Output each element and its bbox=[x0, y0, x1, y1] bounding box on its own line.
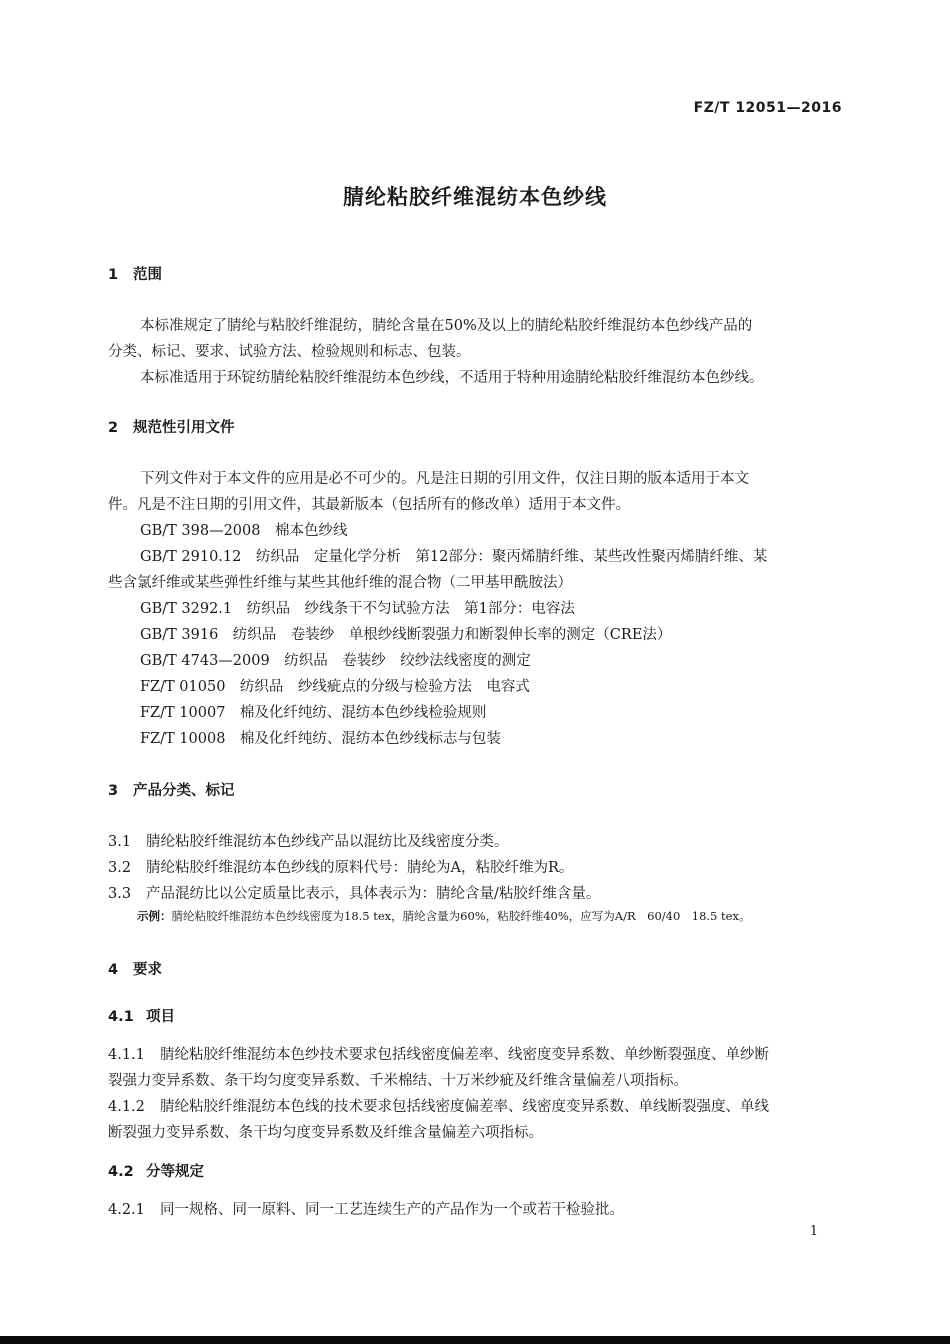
refs-intro-cont: 件。凡是不注日期的引用文件，其最新版本（包括所有的修改单）适用于本文件。 bbox=[108, 497, 630, 513]
bottom-bar bbox=[0, 1336, 950, 1344]
ref-item: GB/T 2910.12 纺织品 定量化学分析 第12部分：聚丙烯腈纤维、某些改性聚丙烯腈纤维、某 bbox=[140, 549, 768, 565]
scope-paragraph-1-cont: 分类、标记、要求、试验方法、检验规则和标志、包装。 bbox=[108, 344, 471, 360]
refs-intro: 下列文件对于本文件的应用是必不可少的。凡是注日期的引用文件，仅注日期的版本适用于本文 bbox=[140, 471, 749, 487]
ref-item: GB/T 3916 纺织品 卷装纱 单根纱线断裂强力和断裂伸长率的测定（CRE法） bbox=[140, 627, 672, 643]
section-4-1-heading: 4.1 项目 bbox=[108, 1009, 175, 1025]
scope-paragraph-2: 本标准适用于环锭纺腈纶粘胶纤维混纺本色纱线，不适用于特种用途腈纶粘胶纤维混纺本色纱线。 bbox=[140, 370, 764, 386]
clause-4-1-2: 4.1.2 腈纶粘胶纤维混纺本色线的技术要求包括线密度偏差率、线密度变异系数、单线断裂强度、单线 bbox=[108, 1099, 769, 1115]
clause-4-1-2-cont: 断裂强力变异系数、条干均匀度变异系数及纤维含量偏差六项指标。 bbox=[108, 1125, 543, 1141]
ref-item: GB/T 398—2008 棉本色纱线 bbox=[140, 523, 348, 539]
section-4-2-heading: 4.2 分等规定 bbox=[108, 1164, 204, 1180]
clause-4-2-1: 4.2.1 同一规格、同一原料、同一工艺连续生产的产品作为一个或若干检验批。 bbox=[108, 1202, 624, 1218]
section-2-heading: 2 规范性引用文件 bbox=[108, 420, 235, 436]
ref-item-cont: 些含氯纤维或某些弹性纤维与某些其他纤维的混合物（二甲基甲酰胺法） bbox=[108, 575, 572, 591]
clause-4-1-1: 4.1.1 腈纶粘胶纤维混纺本色纱技术要求包括线密度偏差率、线密度变异系数、单纱断裂强度、单纱断 bbox=[108, 1047, 769, 1063]
ref-item: GB/T 3292.1 纺织品 纱线条干不匀试验方法 第1部分：电容法 bbox=[140, 601, 575, 617]
ref-item: FZ/T 10007 棉及化纤纯纺、混纺本色纱线检验规则 bbox=[140, 705, 487, 721]
clause-4-1-1-cont: 裂强力变异系数、条干均匀度变异系数、千米棉结、十万米纱疵及纤维含量偏差八项指标。 bbox=[108, 1073, 688, 1089]
standard-code: FZ/T 12051—2016 bbox=[693, 100, 842, 116]
section-4-heading: 4 要求 bbox=[108, 962, 162, 978]
document-title: 腈纶粘胶纤维混纺本色纱线 bbox=[343, 185, 607, 209]
scope-paragraph-1: 本标准规定了腈纶与粘胶纤维混纺，腈纶含量在50%及以上的腈纶粘胶纤维混纺本色纱线产品的 bbox=[140, 318, 753, 334]
ref-item: FZ/T 01050 纺织品 纱线疵点的分级与检验方法 电容式 bbox=[140, 679, 530, 695]
clause-3-3: 3.3 产品混纺比以公定质量比表示，具体表示为：腈纶含量/粘胶纤维含量。 bbox=[108, 886, 601, 902]
section-3-heading: 3 产品分类、标记 bbox=[108, 783, 235, 799]
clause-3-1: 3.1 腈纶粘胶纤维混纺本色纱线产品以混纺比及线密度分类。 bbox=[108, 834, 509, 850]
ref-item: FZ/T 10008 棉及化纤纯纺、混纺本色纱线标志与包装 bbox=[140, 731, 501, 747]
example-note: 示例：腈纶粘胶纤维混纺本色纱线密度为18.5 tex，腈纶含量为60%，粘胶纤维40%，应写为A/R 60/40 18.5 tex。 bbox=[137, 909, 751, 923]
clause-3-2: 3.2 腈纶粘胶纤维混纺本色纱线的原料代号：腈纶为A，粘胶纤维为R。 bbox=[108, 860, 574, 876]
page-number: 1 bbox=[809, 1224, 818, 1239]
ref-item: GB/T 4743—2009 纺织品 卷装纱 绞纱法线密度的测定 bbox=[140, 653, 531, 669]
section-1-heading: 1 范围 bbox=[108, 267, 162, 283]
